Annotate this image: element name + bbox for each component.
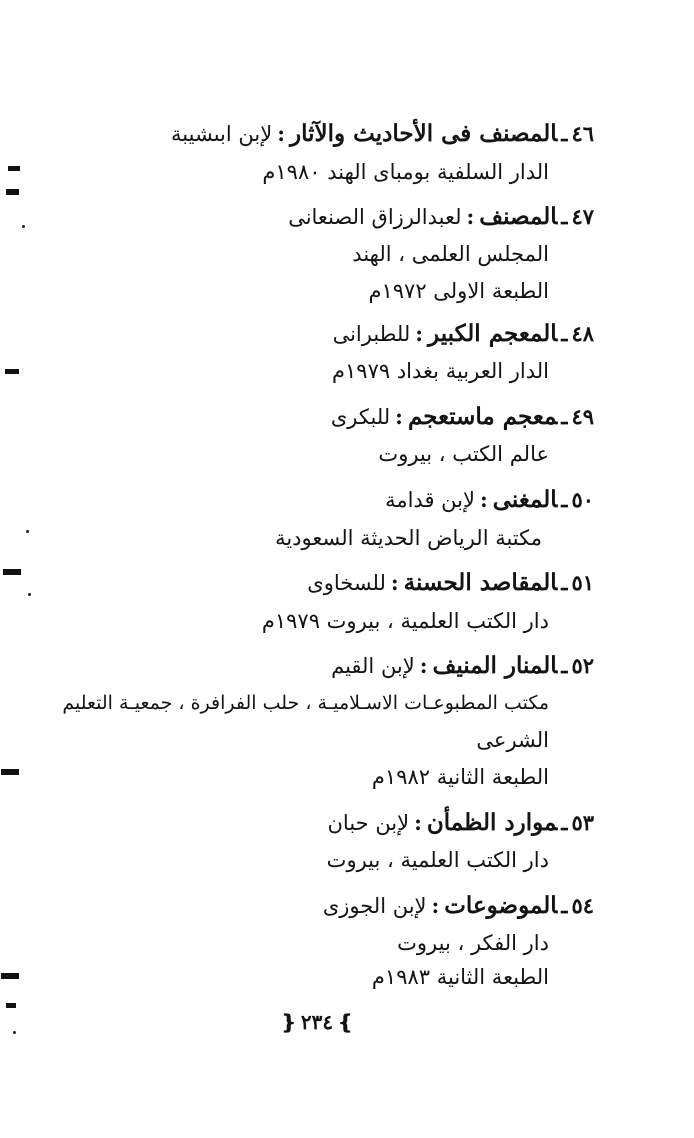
entry-dash: ـ [561,653,568,678]
entry-title: المصنف فى الأحاديث والآثار [289,120,558,147]
entry-dash: ـ [561,321,568,346]
entry-dash: ـ [561,570,568,595]
entry-51-publisher: دار الكتب العلمية ، بيروت ١٩٧٩م [261,609,549,633]
entry-52-publisher-cont: الشرعى [476,728,549,752]
entry-author: لإبن قدامة [385,488,475,512]
entry-author: للسخاوى [307,571,386,595]
entry-author: للطبرانى [332,322,411,346]
scan-mark [6,1003,16,1008]
entry-colon: : [395,404,403,429]
scan-mark [5,369,19,374]
scan-mark [3,569,21,575]
entry-title: معجم ماستعجم [407,403,558,430]
entry-46-publisher: الدار السلفية بومباى الهند ١٩٨٠م [262,160,549,184]
scan-mark [6,189,19,195]
scan-dot [22,225,25,228]
entry-49-publisher: عالم الكتب ، بيروت [378,442,549,466]
entry-51-heading [307,569,594,597]
entry-53-heading [328,809,595,837]
entry-author: لإبن القيم [331,654,415,678]
entry-colon: : [419,653,428,678]
entry-title: المغنى [492,486,558,513]
entry-colon: : [414,810,422,835]
entry-number: ٥٤ [571,893,594,918]
entry-dash: ـ [561,204,568,229]
entry-48-heading [333,320,594,348]
entry-colon: : [479,487,488,512]
entry-52-edition: الطبعة الثانية ١٩٨٢م [371,765,549,789]
entry-52-heading [331,652,594,680]
scan-mark [1,973,19,979]
entry-number: ٥٣ [571,810,594,835]
entry-colon: : [466,204,475,229]
scan-dot [28,593,31,596]
entry-dash: ـ [561,404,568,429]
entry-49-heading [331,403,594,431]
entry-50-heading [385,486,594,514]
entry-number: ٤٧ [571,204,594,229]
entry-number: ٥٠ [571,487,594,512]
ornament-right-icon: ❴ [280,1010,297,1034]
entry-47-edition: الطبعة الاولى ١٩٧٢م [368,279,549,303]
page-number-value: ٢٣٤ [300,1010,334,1034]
entry-47-heading [288,203,594,231]
entry-number: ٤٩ [571,404,594,429]
entry-48-publisher: الدار العربية بغداد ١٩٧٩م [332,359,549,383]
entry-number: ٤٦ [571,121,594,146]
entry-53-publisher: دار الكتب العلمية ، بيروت [326,848,549,872]
entry-title: المعجم الكبير [428,320,558,347]
entry-dash: ـ [561,121,568,146]
scan-mark [8,166,20,171]
entry-colon: : [390,570,399,595]
entry-author: لإبن ابىشيبة [171,122,273,146]
entry-title: الموضوعات [444,892,558,919]
entry-dash: ـ [561,487,568,512]
entry-dash: ـ [561,810,568,835]
entry-colon: : [277,121,285,146]
entry-47-publisher: المجلس العلمى ، الهند [352,242,549,266]
entry-title: المنار المنيف [432,652,558,679]
entry-50-publisher: مكتبة الرياض الحديثة السعودية [275,526,542,550]
entry-54-edition: الطبعة الثانية ١٩٨٣م [371,965,549,989]
entry-author: لإبن الجوزى [322,894,427,918]
entry-number: ٤٨ [571,321,594,346]
entry-author: لإبن حبان [327,811,410,835]
scan-dot [13,1031,16,1034]
entry-colon: : [415,321,424,346]
entry-number: ٥١ [571,570,594,595]
entry-author: لعبدالرزاق الصنعانى [288,205,462,229]
scan-mark [1,769,19,775]
entry-46-heading [171,120,594,148]
page-number [272,1010,362,1034]
entry-title: المصنف [479,203,558,230]
entry-title: موارد الظمأن [426,809,558,836]
entry-54-heading [323,892,594,920]
entry-title: المقاصد الحسنة [403,569,558,596]
entry-dash: ـ [561,893,568,918]
entry-number: ٥٢ [571,653,594,678]
entry-colon: : [431,893,440,918]
entry-52-publisher: مكتب المطبوعـات الاسـلاميـة ، حلب الفرافرة ، جمعيـة التعليم [62,692,549,714]
scan-dot [26,530,29,533]
entry-author: للبكرى [330,405,391,429]
ornament-left-icon: ❵ [337,1010,354,1034]
entry-54-publisher: دار الفكر ، بيروت [397,931,549,955]
